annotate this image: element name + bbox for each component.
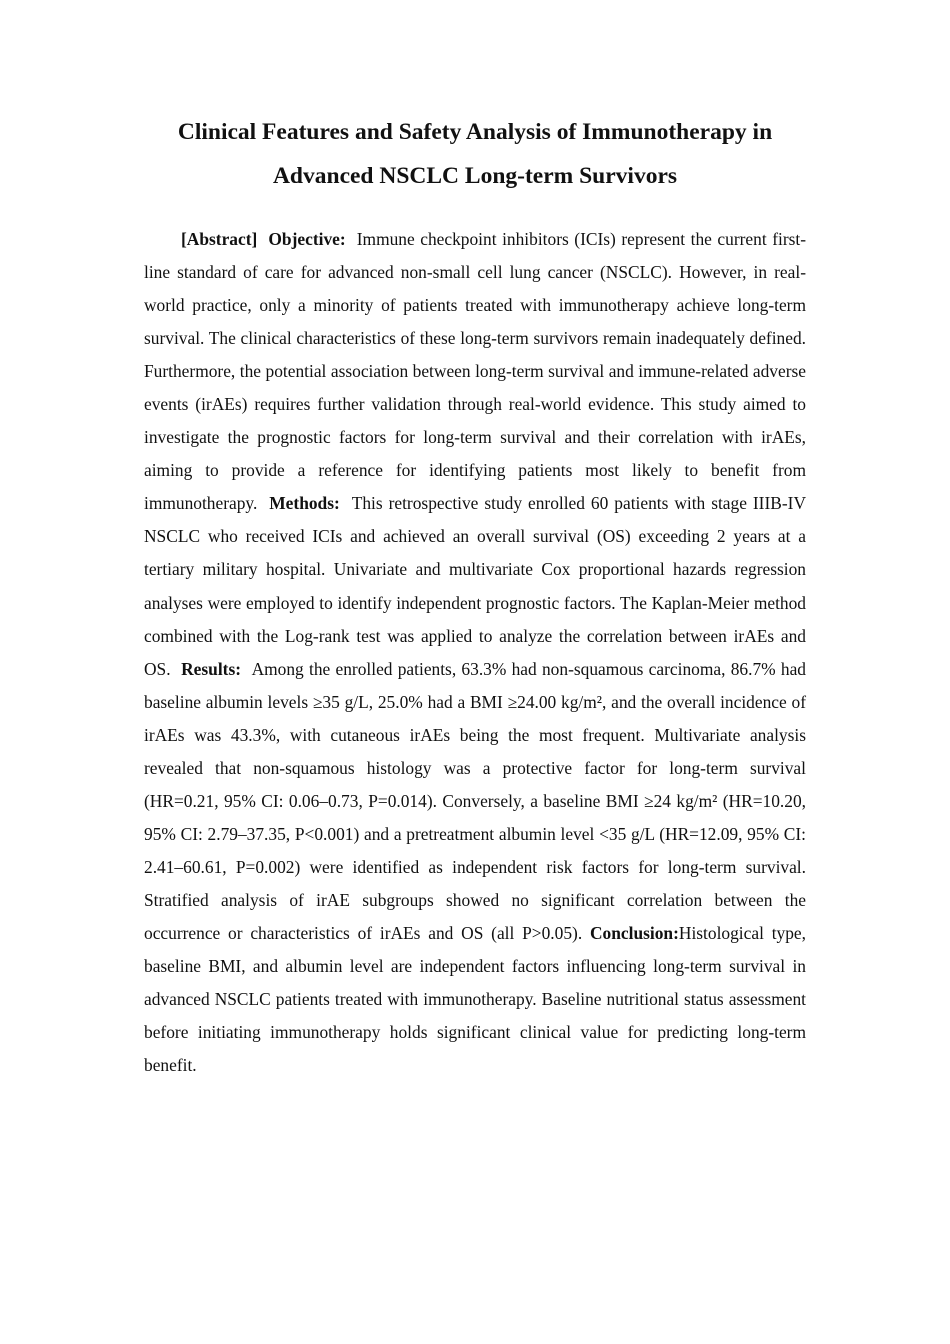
paper-title	[100, 110, 850, 198]
paper-title-line-2: Advanced NSCLC Long-term Survivors	[272, 163, 678, 189]
objective-label: Objective:	[268, 229, 346, 249]
conclusion-text: Histological type, baseline BMI, and albumin level are independent factors influencing long-term survival in advanced NSCLC patients treated with immunotherapy. Baseline nutritional status assessment before initiating immunotherapy holds significant clinical value for predicting long-term benefit.	[144, 922, 806, 1076]
conclusion-label: Conclusion:	[589, 922, 679, 943]
paper-title-line-1: Clinical Features and Safety Analysis of Immunotherapy in	[177, 119, 773, 145]
objective-text: Immune checkpoint inhibitors (ICIs) represent the current first-line standard of care for advanced non-small cell lung cancer (NSCLC). However, in real-world practice, only a minority of patients treated with immunotherapy achieve long-term survival. The clinical characteristics of these long-term survivors remain inadequately defined. Furthermore, the potential association between long-term survival and immune-related adverse events (irAEs) requires further validation through real-world evidence. This study aimed to investigate the prognostic factors for long-term survival and their correlation with irAEs, aiming to provide a reference for identifying patients most likely to benefit from immunotherapy.	[144, 229, 807, 514]
abstract-label: [Abstract]	[181, 229, 258, 249]
results-label: Results:	[181, 658, 242, 679]
methods-label: Methods:	[269, 493, 340, 514]
abstract-paragraph	[144, 223, 806, 1082]
methods-text: This retrospective study enrolled 60 patients with stage IIIB-IV NSCLC who received ICIs and achieved an overall survival (OS) exceeding 2 years at a tertiary military hospital. Univariate and multivariate Cox proportional hazards regression analyses were employed to identify independent prognostic factors. The Kaplan-Meier method combined with the Log-rank test was applied to analyze the correlation between irAEs and OS.	[144, 493, 806, 679]
results-text: Among the enrolled patients, 63.3% had non-squamous carcinoma, 86.7% had baseline albumin levels ≥35 g/L, 25.0% had a BMI ≥24.00 kg/m², and the overall incidence of irAEs was 43.3%, with cutaneous irAEs being the most frequent. Multivariate analysis revealed that non-squamous histology was a protective factor for long-term survival (HR=0.21, 95% CI: 0.06–0.73, P=0.014). Conversely, a baseline BMI ≥24 kg/m² (HR=10.20, 95% CI: 2.79–37.35, P<0.001) and a pretreatment albumin level <35 g/L (HR=12.09, 95% CI: 2.41–60.61, P=0.002) were identified as independent risk factors for long-term survival. Stratified analysis of irAE subgroups showed no significant correlation between the occurrence or characteristics of irAEs and OS (all P>0.05).	[144, 658, 806, 943]
